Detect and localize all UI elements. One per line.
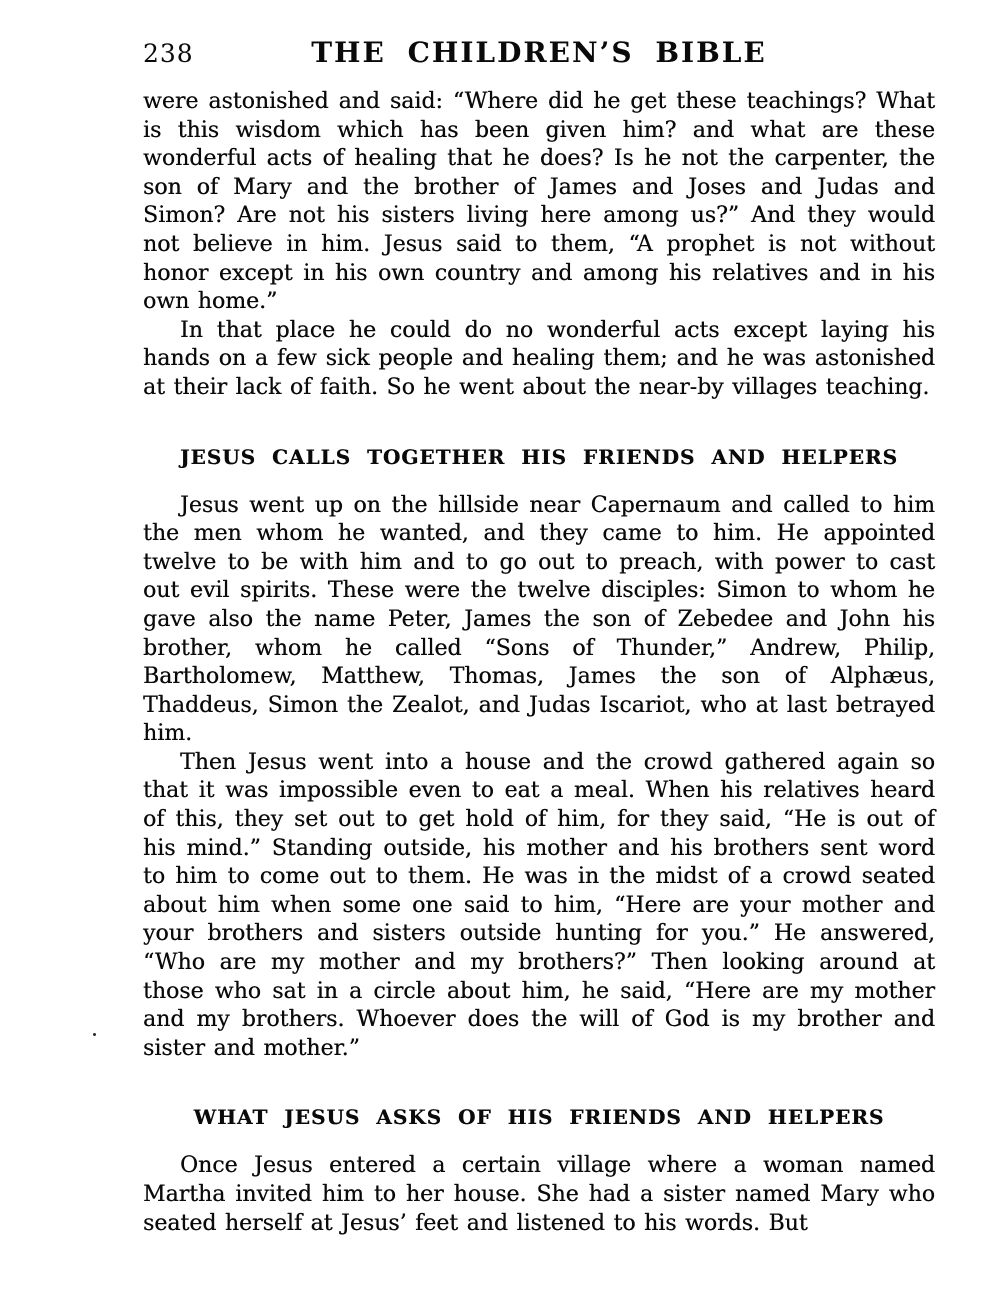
running-title: THE CHILDREN’S BIBLE — [311, 36, 767, 69]
section-heading-jesus-calls: JESUS CALLS TOGETHER HIS FRIENDS AND HELPERS — [180, 444, 898, 469]
paragraph: Once Jesus entered a certain village where a woman named Martha invited him to her house. She had a sister named Mary who seated herself at Jesus’ feet and listened to his words. But — [143, 1153, 935, 1236]
page-number: 238 — [143, 39, 194, 68]
section-heading-what-jesus-asks: WHAT JESUS ASKS OF HIS FRIENDS AND HELPERS — [193, 1105, 885, 1130]
page-header — [143, 36, 935, 70]
text-column — [143, 88, 935, 1238]
scan-speck — [93, 1033, 96, 1036]
paragraph: Then Jesus went into a house and the crowd gathered again so that it was impossible even to eat a meal. When his relatives heard of this, they set out to get hold of him, for they said, “He is out of his mind.” Standing outside, his mother and his brothers sent word to him to come out to them. He was in the midst of a crowd seated about him when some one said to him, “Here are your mother and your brothers and sisters outside hunting for you.” He answered, “Who are my mother and my brothers?” Then looking around at those who sat in a circle about him, he said, “Here are my mother and my brothers. Whoever does the will of God is my brother and sister and mother.” — [143, 749, 935, 1061]
paragraph: Jesus went up on the hillside near Capernaum and called to him the men whom he wanted, and they came to him. He appointed twelve to be with him and to go out to preach, with power to cast out evil spirits. These were the twelve disciples: Simon to whom he gave also the name Peter, James the son of Zebedee and John his brother, whom he called “Sons of Thunder,” Andrew, Philip, Bartholomew, Matthew, Thomas, James the son of Alphæus, Thaddeus, Simon the Zealot, and Judas Iscariot, who at last betrayed him. — [143, 492, 935, 747]
paragraph: In that place he could do no wonderful acts except laying his hands on a few sick people and healing them; and he was astonished at their lack of faith. So he went about the near-by villages teaching. — [143, 317, 935, 400]
paragraph-continuation: were astonished and said: “Where did he get these teachings? What is this wisdom which has been given him? and what are these wonderful acts of healing that he does? Is he not the carpenter, the son of Mary and the brother of James and Joses and Judas and Simon? Are not his sisters living here among us?” And they would not believe in him. Jesus said to them, “A prophet is not without honor except in his own country and among his relatives and in his own home.” — [143, 89, 935, 315]
